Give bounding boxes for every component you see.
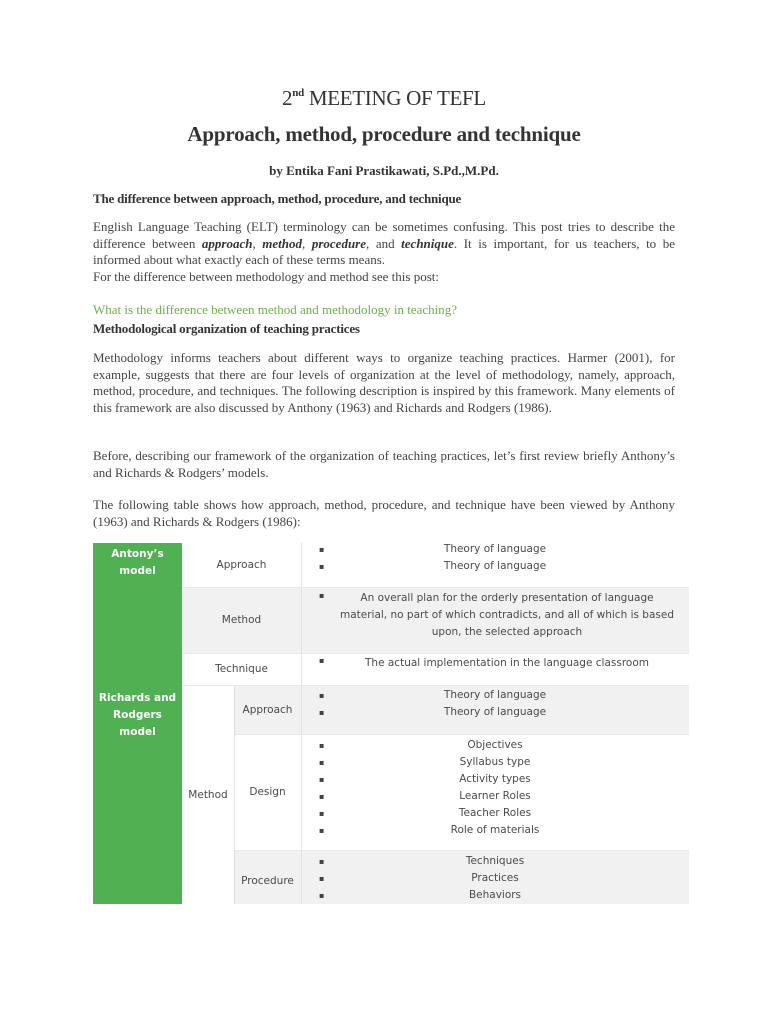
list-item: ▪ Theory of language bbox=[319, 706, 547, 718]
models-table bbox=[93, 543, 689, 904]
list-item: ▪ Practices bbox=[319, 872, 519, 884]
richards-procedure-items bbox=[301, 850, 689, 904]
anthony-method-text: ▪ An overall plan for the orderly presentation of language material, no part of which contradicts, and all of which is based upon, the selected approach bbox=[301, 587, 689, 653]
anthony-approach-label: Approach bbox=[182, 543, 301, 587]
term-technique: technique bbox=[401, 235, 454, 251]
richards-model-cell: Richards and Rodgers model bbox=[93, 685, 182, 904]
anthony-method-label: Method bbox=[182, 587, 301, 653]
paragraph-methodology: Methodology informs teachers about different ways to organize teaching practices. Harmer (2001), for example, suggests that there are four levels of organization at the level of methodology, namely, approach, method, procedure, and techniques. The following description is inspired by this framework. Many elements of this framework are also discussed by Anthony (1963) and Richards and Rodgers (1986). bbox=[93, 350, 675, 415]
table-divider bbox=[182, 653, 689, 654]
list-item: ▪ Role of materials bbox=[319, 824, 540, 836]
list-item: ▪ Syllabus type bbox=[319, 756, 531, 768]
anthony-model-cell: Antony’s model bbox=[93, 543, 182, 685]
list-item: ▪ Theory of language bbox=[319, 689, 547, 701]
table-divider bbox=[234, 850, 689, 851]
title-superscript: nd bbox=[292, 87, 304, 99]
richards-approach-label: Approach bbox=[234, 685, 301, 734]
anthony-technique-text: ▪ The actual implementation in the language classroom bbox=[301, 653, 689, 685]
list-item: ▪ Theory of language bbox=[319, 560, 547, 572]
term-approach: approach bbox=[201, 235, 253, 251]
richards-procedure-label-cell bbox=[234, 850, 301, 904]
section-heading-methodological: Methodological organization of teaching practices bbox=[93, 321, 360, 336]
author-line: by Entika Fani Prastikawati, S.Pd.,M.Pd. bbox=[269, 163, 499, 178]
paragraph-intro: English Language Teaching (ELT) terminology can be sometimes confusing. This post tries to describe the difference between approach, method, procedure, and technique. It is important, for us teachers, to be informed about what exactly each of these terms means. For the difference between methodology and method see this post: bbox=[93, 219, 676, 284]
paragraph-table-intro: The following table shows how approach, method, procedure, and technique have been viewed by Anthony (1963) and Richards & Rodgers (1986): bbox=[93, 497, 675, 529]
list-item: ▪ Learner Roles bbox=[319, 790, 531, 802]
richards-design-items bbox=[301, 734, 689, 850]
document-title: 2nd MEETING OF TEFL bbox=[282, 86, 486, 110]
richards-approach-items bbox=[301, 685, 689, 734]
richards-procedure-label: Procedure bbox=[241, 875, 294, 887]
list-item: ▪ Techniques bbox=[319, 855, 525, 867]
section-heading-difference: The difference between approach, method, procedure, and technique bbox=[93, 191, 462, 206]
table-divider bbox=[234, 685, 235, 904]
term-method: method bbox=[262, 235, 303, 251]
paragraph-see-post: For the difference between methodology and method see this post: bbox=[93, 268, 439, 284]
list-item: ▪ Theory of language bbox=[319, 543, 547, 555]
list-item: ▪ Behaviors bbox=[319, 889, 522, 901]
list-item: ▪ Objectives bbox=[319, 739, 523, 751]
list-item: ▪ Teacher Roles bbox=[319, 807, 532, 819]
anthony-technique-label: Technique bbox=[182, 653, 301, 685]
richards-method-label: Method bbox=[182, 685, 234, 904]
list-item: ▪ Activity types bbox=[319, 773, 531, 785]
document-subtitle: Approach, method, procedure and technique bbox=[187, 122, 581, 146]
richards-design-label: Design bbox=[234, 734, 301, 850]
table-divider bbox=[234, 734, 689, 735]
paragraph-before: Before, describing our framework of the organization of teaching practices, let’s first review briefly Anthony’s and Richards & Rodgers’ models. bbox=[93, 448, 675, 480]
anthony-approach-items bbox=[301, 543, 689, 587]
table-divider bbox=[182, 587, 689, 588]
methodology-link[interactable]: What is the difference between method and methodology in teaching? bbox=[93, 302, 457, 317]
table-divider bbox=[182, 685, 689, 686]
term-procedure: procedure bbox=[311, 235, 367, 251]
